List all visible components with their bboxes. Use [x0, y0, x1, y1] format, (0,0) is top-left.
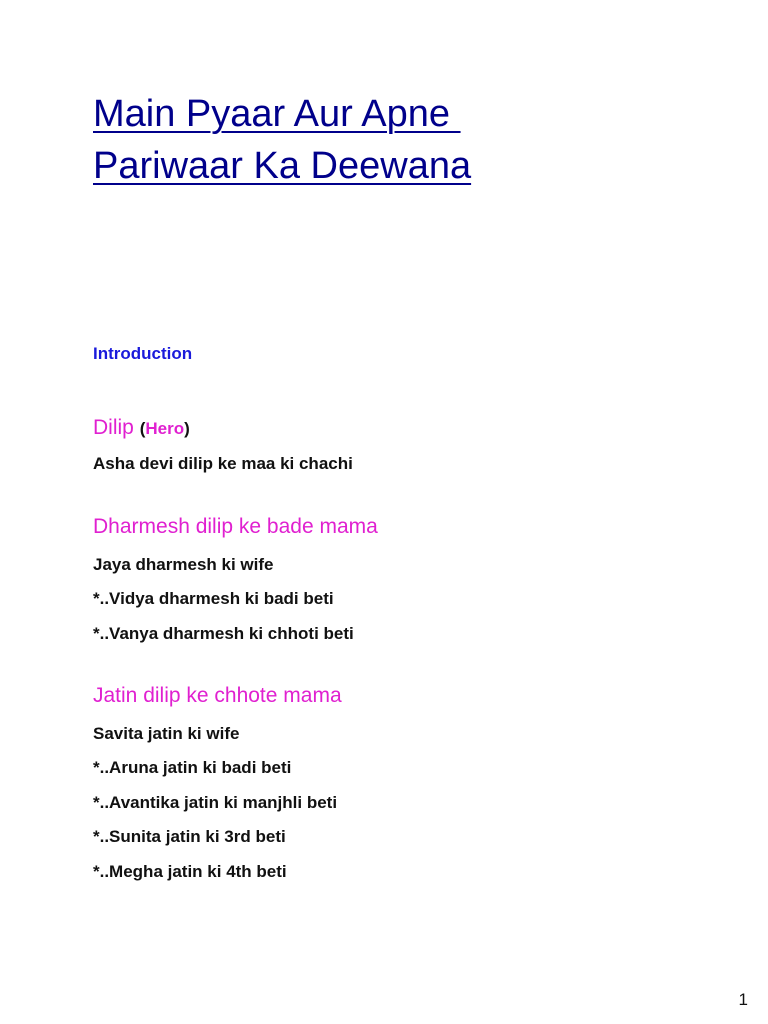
member-line: *..Vanya dharmesh ki chhoti beti — [93, 624, 354, 643]
title-line-1: Main Pyaar Aur Apne — [93, 93, 461, 135]
page-number: 1 — [738, 990, 748, 1009]
section-heading-dharmesh: Dharmesh dilip ke bade mama — [93, 515, 378, 538]
role-close-paren: ) — [184, 419, 190, 438]
introduction-label: Introduction — [93, 344, 193, 363]
role-label: Hero — [145, 419, 185, 438]
member-line: *..Megha jatin ki 4th beti — [93, 862, 287, 881]
member-line: *..Avantika jatin ki manjhli beti — [93, 793, 338, 812]
section-heading-text: Dilip — [93, 416, 134, 439]
role-open-paren: ( — [139, 419, 146, 438]
title-line-2: Pariwaar Ka Deewana — [93, 145, 472, 187]
member-line: *..Sunita jatin ki 3rd beti — [93, 827, 286, 846]
member-line: Jaya dharmesh ki wife — [93, 555, 274, 574]
section-heading-dilip — [93, 416, 190, 440]
member-line: Savita jatin ki wife — [93, 724, 240, 743]
member-line: *..Vidya dharmesh ki badi beti — [93, 589, 334, 608]
document-title — [93, 88, 713, 192]
section-heading-jatin: Jatin dilip ke chhote mama — [93, 684, 342, 707]
member-line: *..Aruna jatin ki badi beti — [93, 758, 292, 777]
member-line: Asha devi dilip ke maa ki chachi — [93, 454, 353, 473]
